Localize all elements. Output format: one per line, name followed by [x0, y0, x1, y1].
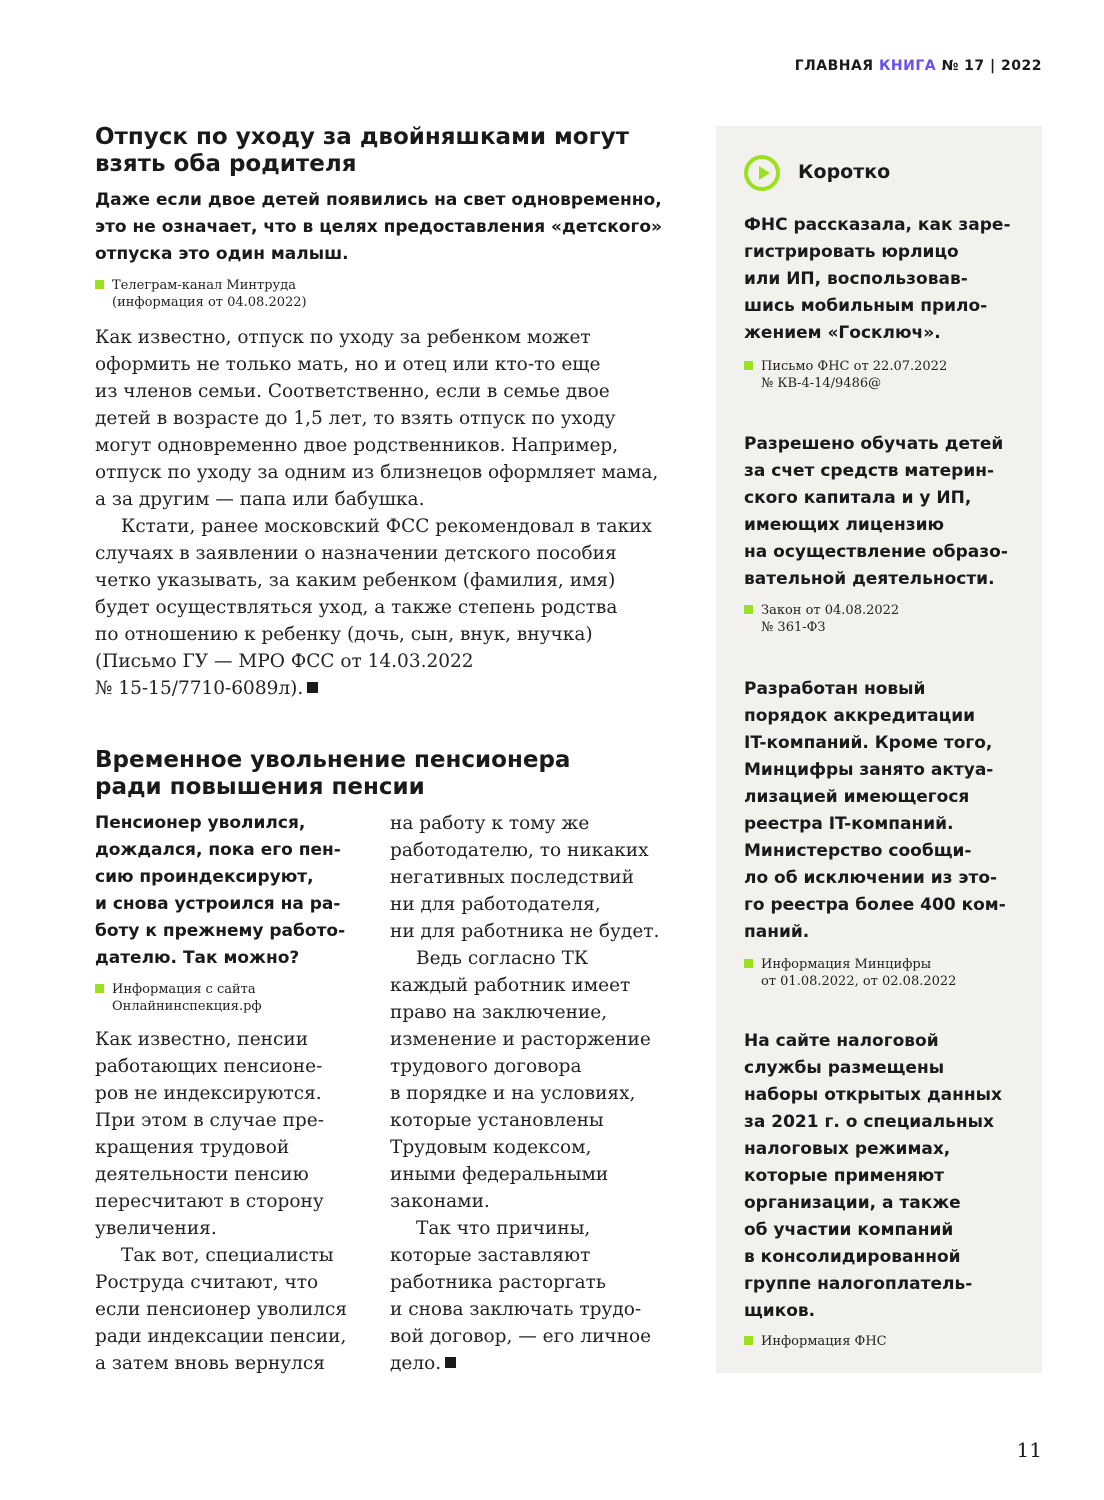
news-source: Информация Минцифры от 01.08.2022, от 02.08.2022: [744, 956, 1024, 990]
article2-title: Временное увольнение пенсионера ради повышения пенсии: [95, 747, 571, 800]
news-item: Разрешено обучать детей за счет средств материн- ского капитала и у ИП, имеющих лицензию на осуществление образо- вательной деятельности.: [744, 434, 1008, 589]
issue-number: № 17 | 2022: [941, 58, 1042, 74]
article1-title: Отпуск по уходу за двойняшками могут взять оба родителя: [95, 124, 629, 177]
news-item: На сайте налоговой службы размещены наборы открытых данных за 2021 г. о специальных налоговых режимах, которые применяют организации, а также об участии компаний в консолидированной группе налогоплатель- щиков.: [744, 1031, 1002, 1321]
source-marker-icon: [744, 605, 753, 614]
article2-lead: Пенсионер уволился, дождался, пока его пен- сию проиндексируют, и снова устроился на ра- боту к прежнему работо- дателю. Так можно?: [95, 813, 346, 968]
end-mark-icon: [445, 1357, 456, 1368]
brand-main: ГЛАВНАЯ: [794, 58, 874, 74]
news-item: ФНС рассказала, как заре- гистрировать юрлицо или ИП, воспользовав- шись мобильным прило- жением «Госключ».: [744, 215, 1011, 343]
source-marker-icon: [744, 1336, 753, 1345]
play-icon: [744, 155, 780, 191]
source-marker-icon: [95, 280, 104, 289]
source-marker-icon: [744, 361, 753, 370]
article1-source: Телеграм-канал Минтруда (информация от 04.08.2022): [95, 277, 307, 311]
news-source: Закон от 04.08.2022 № 361-ФЗ: [744, 602, 1024, 636]
article1-lead: Даже если двое детей появились на свет одновременно, это не означает, что в целях предоставления «детского» отпуска это один малыш.: [95, 190, 662, 264]
article1-body: Как известно, отпуск по уходу за ребенком может оформить не только мать, но и отец или кто-то еще из членов семьи. Соответственно, если в семье двое детей в возрасте до 1,5 лет, то взять отпуск по уходу могут одновременно двое родственников. Например, отпуск по уходу за одним из близнецов оформляет мама, а за другим — папа или бабушка. Кстати, ранее московский ФСС рекомендовал в таких случаях в заявлении о назначении детского пособия четко указывать, за каким ребенком (фамилия, имя) будет осуществляться уход, а также степень родства по отношению к ребенку (дочь, сын, внук, внучка) (Письмо ГУ — МРО ФСС от 14.03.2022 № 15-15/7710-6089л).: [95, 327, 659, 699]
source-marker-icon: [744, 959, 753, 968]
article2-column1: Как известно, пенсии работающих пенсионе- ров не индексируются. При этом в случае пре- кращения трудовой деятельности пенсию пересчитают в сторону увеличения. Так вот, специалисты Роструда считают, что если пенсионер уволился ради индексации пенсии, а затем вновь вернулся: [95, 1029, 348, 1374]
news-source: Информация ФНС: [744, 1333, 1024, 1350]
article2-column2: на работу к тому же работодателю, то никаких негативных последствий ни для работодателя, ни для работника не будет. Ведь согласно ТК каждый работник имеет право на заключение, изменение и расторжение трудового договора в порядке и на условиях, которые установлены Трудовым кодексом, иными федеральными законами. Так что причины, которые заставляют работника расторгать и снова заключать трудо- вой договор, — его личное дело.: [390, 813, 660, 1374]
magazine-header: [795, 58, 1042, 74]
brand-accent: КНИГА: [878, 58, 937, 74]
news-source: Письмо ФНС от 22.07.2022 № КВ-4-14/9486@: [744, 358, 1024, 392]
sidebar-title: Коротко: [798, 161, 891, 183]
page-number: 11: [1016, 1438, 1042, 1462]
news-item: Разработан новый порядок аккредитации IT-компаний. Кроме того, Минцифры занято актуа- лизацией имеющегося реестра IT-компаний. Министерство сообщи- ло об исключении из это- го реестра более 400 ком- паний.: [744, 679, 1006, 942]
end-mark-icon: [307, 682, 318, 693]
article2-source: Информация с сайта Онлайнинспекция.рф: [95, 981, 262, 1015]
source-marker-icon: [95, 984, 104, 993]
news-sidebar: [716, 126, 1042, 1373]
